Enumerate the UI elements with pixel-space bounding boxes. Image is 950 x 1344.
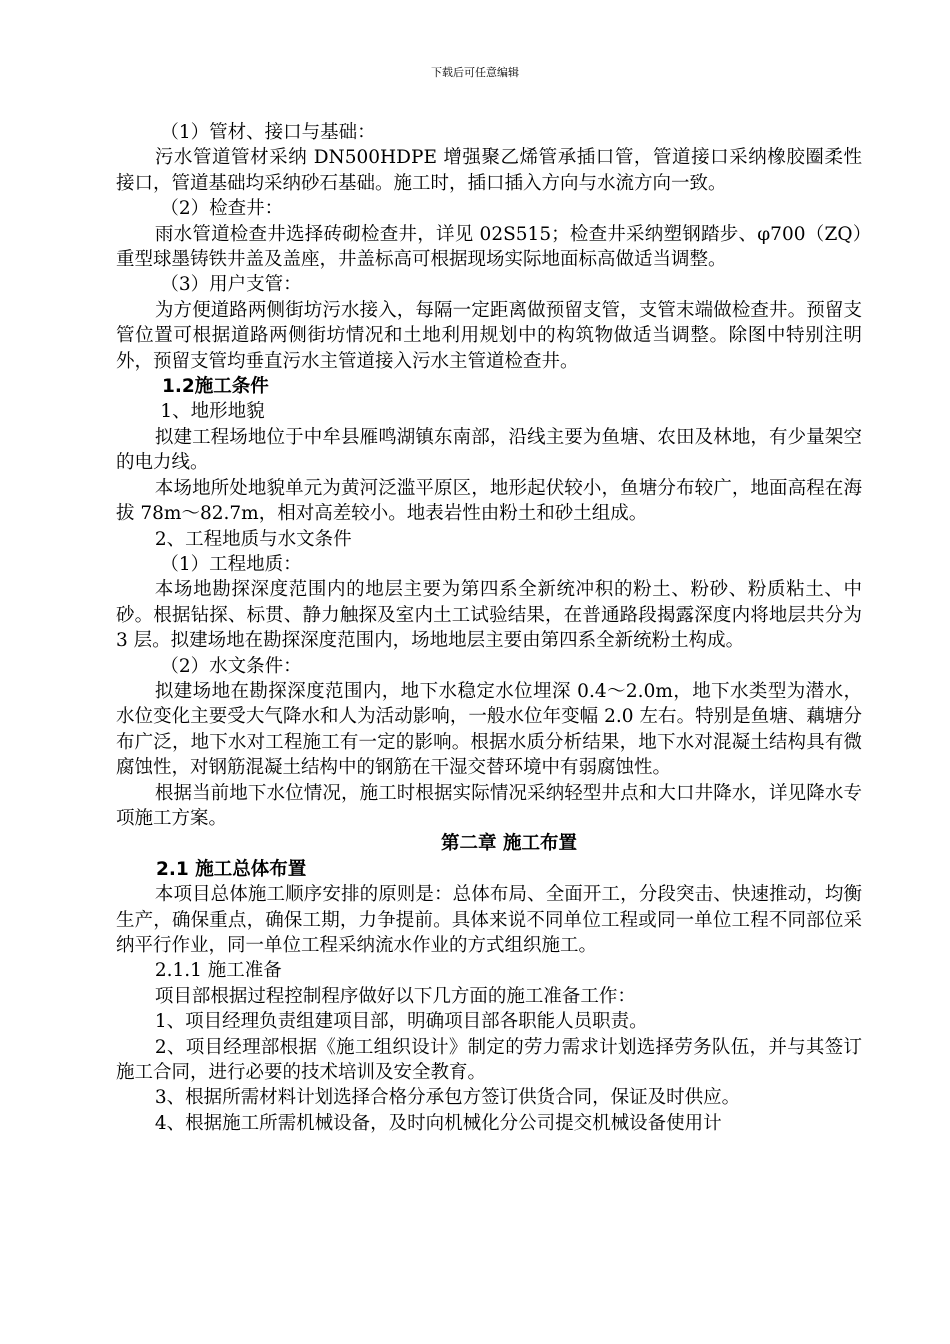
paragraph-principles: 本项目总体施工顺序安排的原则是：总体布局、全面开工，分段突击、快速推动，均衡生产，确保重点，确保工期，力争提前。具体来说不同单位工程或同一单位工程不同部位采纳平行作业，同一单位工程采纳流水作业的方式组织施工。 xyxy=(116,884,862,956)
page-header: 下载后可任意编辑 xyxy=(431,66,519,79)
paragraph-preparation-intro: 项目部根据过程控制程序做好以下几方面的施工准备工作： xyxy=(154,985,636,1007)
paragraph-geology-subheading: （1）工程地质： xyxy=(160,553,302,575)
paragraph-site-location: 拟建工程场地位于中牟县雁鸣湖镇东南部，沿线主要为鱼塘、农田及林地，有少量架空的电力线。 xyxy=(116,426,862,474)
paragraph-hydrology-body: 拟建场地在勘探深度范围内，地下水稳定水位埋深 0.4～2.0m，地下水类型为潜水，水位变化主要受大气降水和人为活动影响，一般水位年变幅 2.0 左右。特别是鱼塘、藕塘分布广泛，地下水对工程施工有一定的影响。根据水质分析结果，地下水对混凝土结构具有微腐蚀性，对钢筋混凝土结构中的钢筋在干湿交替环境中有弱腐蚀性。 xyxy=(116,680,862,779)
section-heading-conditions: 1.2施工条件 xyxy=(162,376,269,398)
paragraph-pipe-body: 污水管道管材采纳 DN500HDPE 增强聚乙烯管承插口管，管道接口采纳橡胶圈柔性接口，管道基础均采纳砂石基础。施工时，插口插入方向与水流方向一致。 xyxy=(116,147,862,194)
list-item-1: 1、项目经理负责组建项目部，明确项目部各职能人员职责。 xyxy=(154,1011,648,1033)
list-item-2: 2、项目经理部根据《施工组织设计》制定的劳力需求计划选择劳务队伍，并与其签订施工合同，进行必要的技术培训及安全教育。 xyxy=(116,1036,862,1084)
list-item-4: 4、根据施工所需机械设备，及时向机械化分公司提交机械设备使用计 xyxy=(154,1112,722,1134)
section-heading-layout: 2.1 施工总体布置 xyxy=(156,858,307,880)
paragraph-terrain-heading: 1、地形地貌 xyxy=(160,401,265,423)
paragraph-geology-heading: 2、工程地质与水文条件 xyxy=(154,528,352,550)
chapter-heading: 第二章 施工布置 xyxy=(441,833,577,855)
paragraph-branch-heading: （3）用户支管： xyxy=(160,274,302,296)
paragraph-preparation-heading: 2.1.1 施工准备 xyxy=(154,960,282,982)
paragraph-dewatering: 根据当前地下水位情况，施工时根据实际情况采纳轻型井点和大口井降水，详见降水专项施工方案。 xyxy=(116,782,862,829)
paragraph-manhole-body: 雨水管道检查井选择砖砌检查井，详见 02S515；检查井采纳塑钢踏步、φ700（ZQ）重型球墨铸铁井盖及盖座，井盖标高可根据现场实际地面标高做适当调整。 xyxy=(116,223,862,271)
list-item-3: 3、根据所需材料计划选择合格分承包方签订供货合同，保证及时供应。 xyxy=(154,1087,741,1109)
paragraph-landform: 本场地所处地貌单元为黄河泛滥平原区，地形起伏较小，鱼塘分布较广，地面高程在海拔 78m～82.7m，相对高差较小。地表岩性由粉土和砂土组成。 xyxy=(116,477,862,525)
paragraph-pipe-heading: （1）管材、接口与基础： xyxy=(160,122,376,143)
document-body xyxy=(116,120,862,1136)
paragraph-hydrology-heading: （2）水文条件： xyxy=(160,655,302,677)
paragraph-branch-body: 为方便道路两侧街坊污水接入，每隔一定距离做预留支管，支管末端做检查井。预留支管位置可根据道路两侧街坊情况和土地利用规划中的构筑物做适当调整。除图中特别注明外，预留支管均垂直污水主管道接入污水主管道检查井。 xyxy=(116,299,862,372)
paragraph-geology-body: 本场地勘探深度范围内的地层主要为第四系全新统冲积的粉土、粉砂、粉质粘土、中砂。根据钻探、标贯、静力触探及室内土工试验结果，在普通路段揭露深度内将地层共分为 3 层。拟建场地在勘探深度范围内，场地地层主要由第四系全新统粉土构成。 xyxy=(116,579,862,652)
paragraph-manhole-heading: （2）检查井： xyxy=(160,198,284,220)
